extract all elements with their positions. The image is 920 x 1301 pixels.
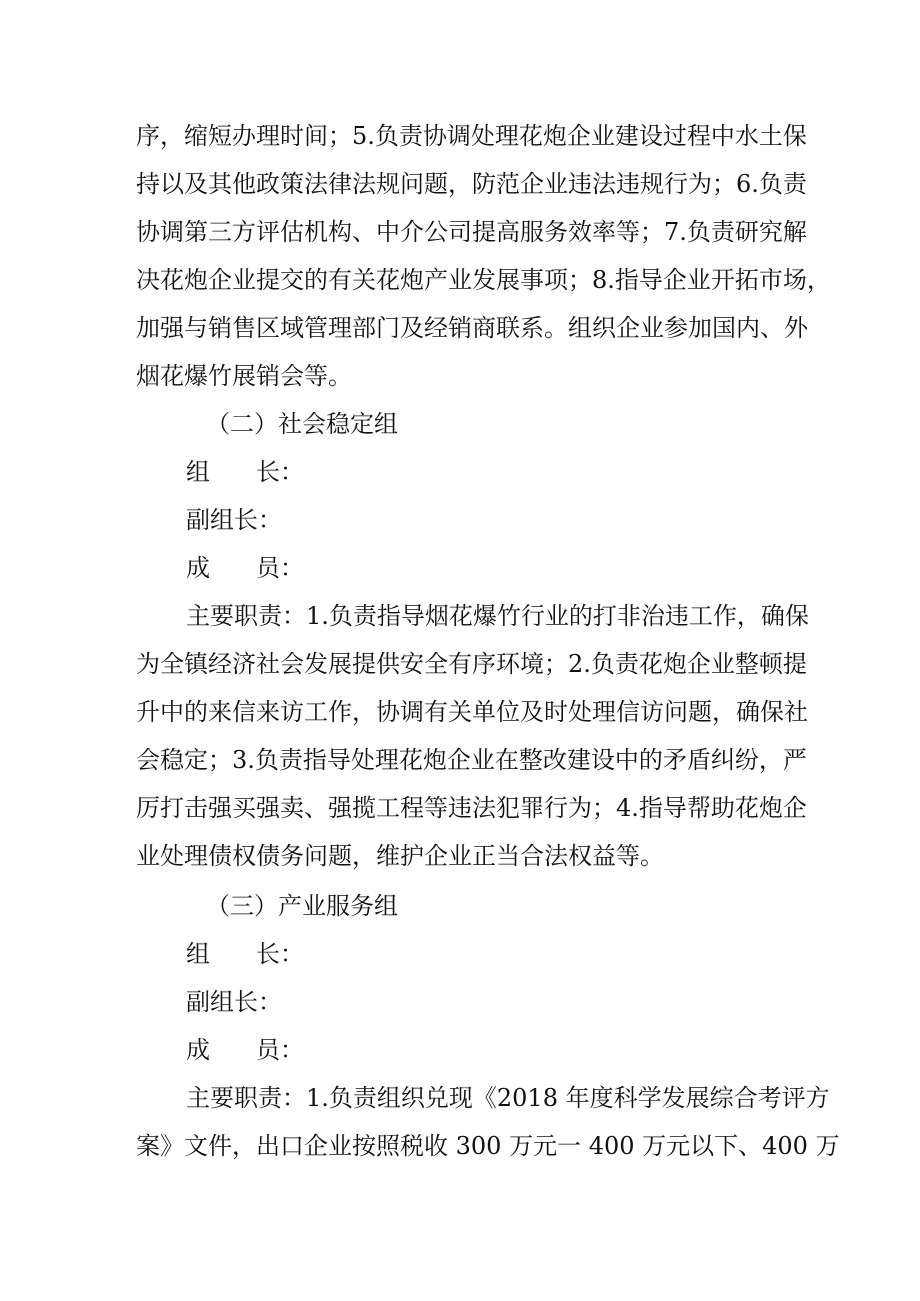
group-leader-field (186, 936, 304, 972)
section-heading: （三）产业服务组 (206, 892, 398, 920)
members-label: 成 员： (186, 1036, 304, 1064)
paragraph-line: 烟花爆竹展销会等。 (136, 362, 352, 390)
paragraph-line: 加强与销售区域管理部门及经销商联系。组织企业参加国内、外 (136, 314, 808, 342)
members-label: 成 员： (186, 554, 304, 582)
duties-line: 主要职责：1.负责组织兑现《2018 年度科学发展综合考评方 (186, 1084, 830, 1112)
duties-line: 案》文件，出口企业按照税收 300 万元一 400 万元以下、400 万 (136, 1132, 840, 1160)
deputy-leader-label: 副组长： (186, 506, 282, 534)
members-field (186, 550, 304, 586)
deputy-leader-label: 副组长： (186, 988, 282, 1016)
deputy-leader-field (186, 502, 282, 538)
paragraph-line: 持以及其他政策法律法规问题，防范企业违法违规行为；6.负责 (136, 170, 807, 198)
deputy-leader-field (186, 984, 282, 1020)
group-leader-label: 组 长： (186, 458, 304, 486)
duties-line: 会稳定；3.负责指导处理花炮企业在整改建设中的矛盾纠纷，严 (136, 746, 807, 774)
duties-line: 厉打击强买强卖、强揽工程等违法犯罪行为；4.指导帮助花炮企 (136, 794, 807, 822)
paragraph-line: 协调第三方评估机构、中介公司提高服务效率等；7.负责研究解 (136, 218, 807, 246)
duties-line: 为全镇经济社会发展提供安全有序环境；2.负责花炮企业整顿提 (136, 650, 807, 678)
paragraph-line: 序，缩短办理时间；5.负责协调处理花炮企业建设过程中水土保 (136, 122, 807, 150)
paragraph-line: 决花炮企业提交的有关花炮产业发展事项；8.指导企业开拓市场， (136, 266, 831, 294)
duties-line: 主要职责：1.负责指导烟花爆竹行业的打非治违工作，确保 (186, 602, 809, 630)
group-leader-label: 组 长： (186, 940, 304, 968)
duties-line: 升中的来信来访工作，协调有关单位及时处理信访问题，确保社 (136, 698, 808, 726)
members-field (186, 1032, 304, 1068)
group-leader-field (186, 454, 304, 490)
section-heading: （二）社会稳定组 (206, 410, 398, 438)
duties-line: 业处理债权债务问题，维护企业正当合法权益等。 (136, 842, 664, 870)
